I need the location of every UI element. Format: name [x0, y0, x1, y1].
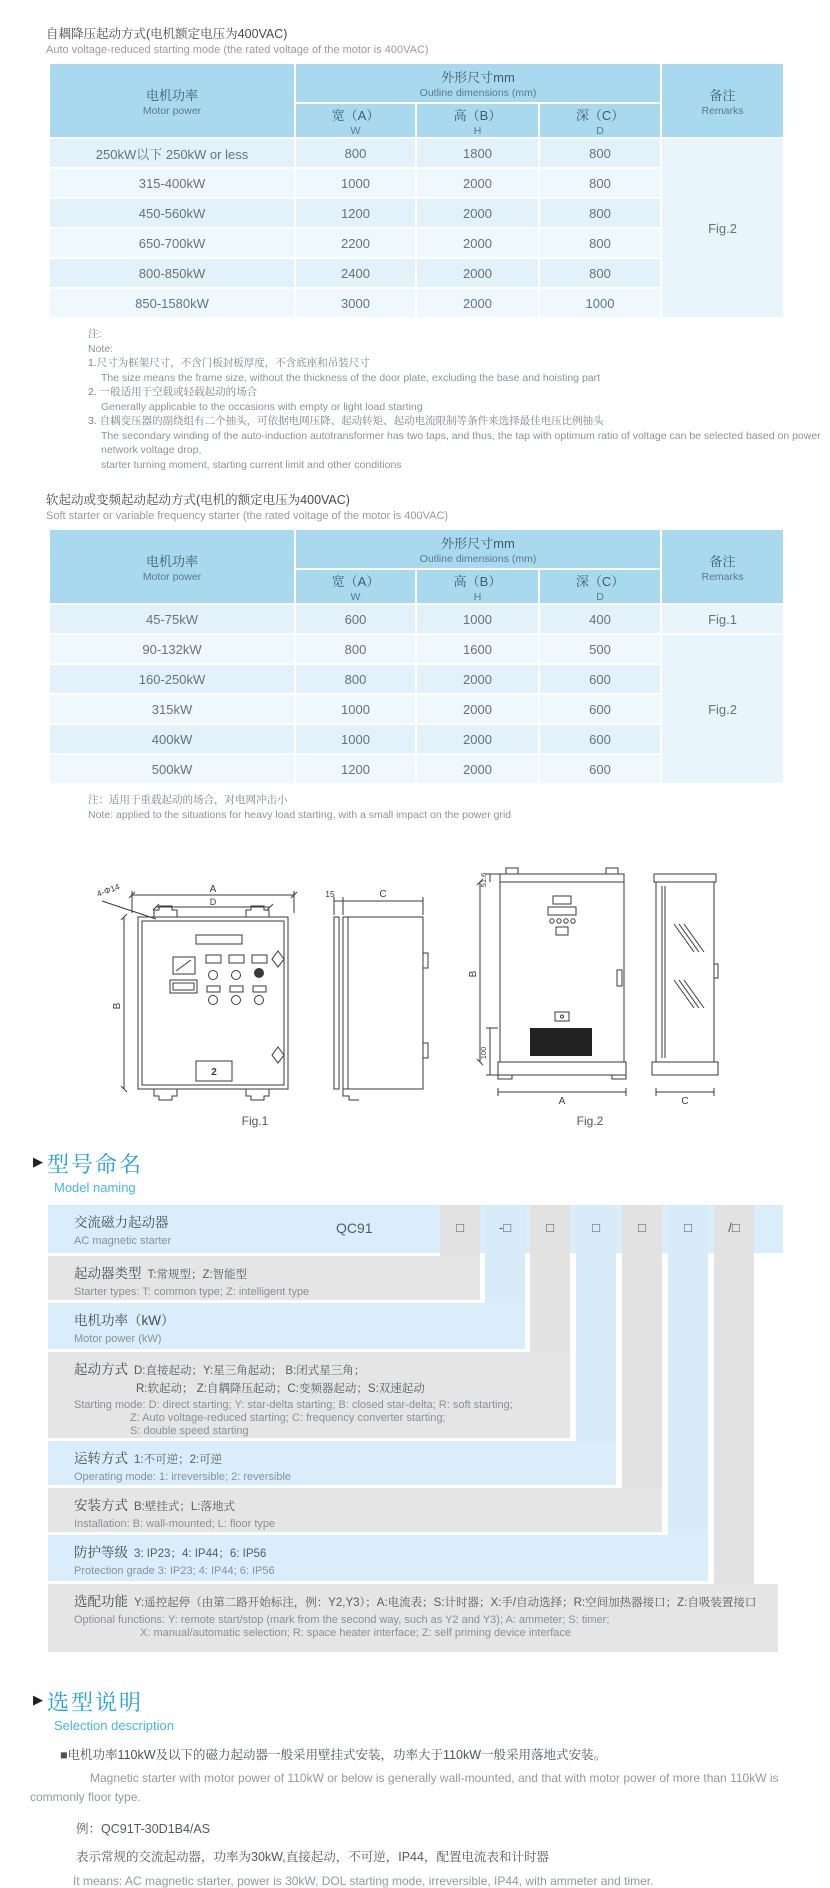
selection-line1-en: Magnetic starter with motor power of 110kW or below is generally wall-mounted, and that with motor power of more than 110kW is commonly floor type. [30, 1771, 779, 1804]
auto-voltage-dimensions-table [48, 62, 785, 319]
selection-title-cn: 选型说明 [47, 1690, 144, 1715]
section2-title-en: Soft starter or variable frequency starter (the rated voltage of the motor is 400VAC) [46, 510, 449, 522]
model-naming-title-cn: 型号命名 [47, 1152, 144, 1177]
selection-example-code: 例：QC91T-30D1B4/AS [76, 1822, 211, 1836]
section1-title-cn: 自耦降压起动方式(电机额定电压为400VAC) [46, 27, 288, 41]
selection-line1-cn: ■电机功率110kW及以下的磁力起动器一般采用壁挂式安装，功率大于110kW一般采用落地式安装。 [60, 1748, 607, 1762]
code-strip-5 [622, 1205, 662, 1488]
table-header-row [49, 529, 784, 569]
cell-w: 600 [295, 604, 416, 634]
code-box-1: □ [456, 1220, 464, 1235]
dim-label-c: C [379, 889, 387, 900]
model-row-starting-mode: 起动方式 D:直接起动；Y:星三角起动； B:闭式星三角； R:软起动； Z:自耦降压起动；C:变频器起动；S:双速起动 Starting mode: D: direct starting; Y: star-delta starting; B: closed star-delta; R: soft starting; Z: Auto voltage-reduced starting; C: frequency converter starting; S: double speed starting [48, 1352, 570, 1438]
note-line: 注: [88, 328, 102, 340]
section1-title-en: Auto voltage-reduced starting mode (the rated voltage of the motor is 400VAC) [46, 44, 429, 56]
header-remarks-cn: 备注 [709, 87, 736, 103]
note-line: The size means the frame size, without the thickness of the door plate, excluding the base and hoisting part [101, 371, 601, 384]
cell-w: 1000 [295, 694, 416, 724]
selection-example-cn: 表示常规的交流起动器，功率为30kW,直接起动，不可逆，IP44，配置电流表和计时器 [76, 1850, 549, 1864]
note-line: Note: [88, 342, 114, 355]
model-row-motor-power: 电机功率（kW） Motor power (kW) [48, 1303, 525, 1349]
header-remarks [661, 63, 784, 138]
cell-power: 315kW [49, 694, 295, 724]
cell-h: 2000 [416, 288, 539, 318]
dim-label-d: D [209, 897, 217, 907]
header-remarks: 备注 Remarks [661, 529, 784, 604]
section2-title-cn: 软起动或变频起动起动方式(电机的额定电压为400VAC) [46, 493, 350, 507]
note-line: Generally applicable to the occasions with empty or light load starting [101, 400, 423, 413]
cell-power: 650-700kW [49, 228, 295, 258]
fig2-block [440, 844, 740, 1128]
note-line: 3. 自耦变压器的副绕组有二个抽头，可依据电网压降、起动转矩、起动电流限制等条件来选择最佳电压比例抽头 [88, 415, 604, 427]
cell-w: 1000 [295, 724, 416, 754]
figures-row [80, 844, 830, 1128]
note-line: The secondary winding of the auto-induction autotransformer has two taps, and thus, the tap with optimum ratio of voltage can be selected based on power network voltage drop, [101, 429, 821, 456]
cell-h: 2000 [416, 228, 539, 258]
cell-h: 2000 [416, 754, 539, 784]
note-line: 2. 一般适用于空载或轻载起动的场合 [88, 386, 258, 398]
header-depth: 深（C） D [539, 103, 661, 138]
cell-h: 2000 [416, 198, 539, 228]
model-naming-title-en: Model naming [54, 1180, 136, 1195]
panel-number: 2 [211, 1067, 217, 1078]
table-row [49, 634, 784, 664]
cell-remark-fig2: Fig.2 [661, 634, 784, 784]
cell-d: 800 [539, 138, 661, 168]
cell-h: 1600 [416, 634, 539, 664]
dim-label-51-6: 51.6 [479, 872, 488, 888]
note-line: 1.尺寸为框架尺寸，不含门板封板厚度，不含底座和吊装尺寸 [88, 357, 370, 369]
cell-d: 500 [539, 634, 661, 664]
code-box-7: /□ [728, 1220, 740, 1235]
fig2-caption: Fig.2 [576, 1114, 604, 1128]
code-box-5: □ [638, 1220, 646, 1235]
cell-h: 1800 [416, 138, 539, 168]
section1-title [46, 24, 830, 56]
header-outline [295, 63, 661, 103]
code-box-4: □ [592, 1220, 600, 1235]
cell-w: 3000 [295, 288, 416, 318]
model-naming-table [48, 1205, 783, 1652]
note-line: starter turning moment, starting current limit and other conditions [101, 458, 402, 471]
fig1-block [80, 867, 430, 1128]
cell-h: 2000 [416, 724, 539, 754]
cell-d: 600 [539, 724, 661, 754]
cell-d: 1000 [539, 288, 661, 318]
header-width: 宽（A） W [295, 569, 416, 604]
cell-d: 600 [539, 754, 661, 784]
cell-d: 400 [539, 604, 661, 634]
fig1-caption: Fig.1 [241, 1114, 269, 1128]
dim-label-a: A [209, 884, 217, 895]
header-motor-en: Motor power [142, 104, 202, 117]
cell-power: 250kW以下 250kW or less [49, 138, 295, 168]
header-depth: 深（C） D [539, 569, 661, 604]
cell-remark: Fig.2 [661, 138, 784, 318]
soft-starter-dimensions-table [48, 528, 785, 785]
model-row-starter: 交流磁力起动器 AC magnetic starter [48, 1205, 783, 1253]
cell-power: 850-1580kW [49, 288, 295, 318]
dim-label-b: B [468, 970, 479, 978]
header-outline-cn: 外形尺寸mm [441, 70, 515, 85]
cell-power: 45-75kW [49, 604, 295, 634]
model-row-operating-mode: 运转方式 1:不可逆；2:可逆 Operating mode: 1: irreversible; 2: reversible [48, 1441, 616, 1485]
cell-w: 2400 [295, 258, 416, 288]
note-line: 注：适用于重载起动的场合，对电网冲击小 [88, 794, 288, 806]
cell-power: 90-132kW [49, 634, 295, 664]
cell-w: 1200 [295, 198, 416, 228]
selection-title-en: Selection description [54, 1718, 174, 1733]
cell-w: 800 [295, 664, 416, 694]
header-outline-en: Outline dimensions (mm) [419, 87, 537, 99]
cell-remark-fig1: Fig.1 [661, 604, 784, 634]
model-code: QC91 [336, 1220, 373, 1236]
dim-label-a: A [558, 1096, 566, 1107]
header-height: 高（B） H [416, 569, 539, 604]
header-motor-power [49, 63, 295, 138]
fig1-drawing [80, 867, 430, 1112]
cell-w: 800 [295, 634, 416, 664]
cell-power: 315-400kW [49, 168, 295, 198]
cell-d: 800 [539, 258, 661, 288]
cell-d: 800 [539, 198, 661, 228]
cell-h: 2000 [416, 694, 539, 724]
dim-label-100: 100 [479, 1046, 488, 1060]
header-motor-power: 电机功率 Motor power [49, 529, 295, 604]
model-row-installation: 安装方式 B:壁挂式；L:落地式 Installation: B: wall-mounted; L: floor type [48, 1488, 662, 1532]
dim-label-holes: 4-Φ14 [95, 881, 122, 899]
cell-w: 800 [295, 138, 416, 168]
header-width: 宽（A） W [295, 103, 416, 138]
code-strip-4 [576, 1205, 616, 1441]
table-row [49, 604, 784, 634]
table-row [49, 138, 784, 168]
model-naming-header [33, 1148, 830, 1195]
code-box-2: -□ [498, 1220, 512, 1235]
cell-d: 800 [539, 168, 661, 198]
code-box-3: □ [546, 1220, 554, 1235]
section-arrow-icon: ▶ [33, 1154, 43, 1169]
cell-power: 160-250kW [49, 664, 295, 694]
header-outline: 外形尺寸mm Outline dimensions (mm) [295, 529, 661, 569]
header-remarks-en: Remarks [701, 104, 744, 117]
model-row-starter-type: 起动器类型 T:常规型；Z:智能型 Starter types: T: common type; Z: intelligent type [48, 1256, 480, 1300]
fig2-drawing [440, 844, 740, 1112]
cell-h: 1000 [416, 604, 539, 634]
code-strip-7 [714, 1205, 754, 1584]
cell-power: 450-560kW [49, 198, 295, 228]
cell-power: 800-850kW [49, 258, 295, 288]
note-line: Note: applied to the situations for heavy load starting, with a small impact on the power grid [88, 808, 512, 821]
cell-w: 2200 [295, 228, 416, 258]
cell-d: 800 [539, 228, 661, 258]
dim-label-b: B [112, 1002, 123, 1010]
section2-title [46, 490, 830, 522]
code-box-6: □ [684, 1220, 692, 1235]
cell-power: 400kW [49, 724, 295, 754]
selection-example-en: It means: AC magnetic starter, power is 30kW, DOL starting mode, irreversible, IP44, with ammeter and timer. [73, 1874, 654, 1888]
dim-label-15: 15 [325, 889, 335, 899]
section-arrow-icon: ▶ [33, 1692, 43, 1707]
section2-notes [88, 793, 830, 822]
cell-h: 2000 [416, 168, 539, 198]
cell-power: 500kW [49, 754, 295, 784]
model-row-optional-functions: 选配功能 Y:遥控起停（由第二路开始标注，例：Y2,Y3）；A:电流表；S:计时器；X:手/自动选择；R:空间加热器接口；Z:自吸装置接口 Optional functions: Y: remote start/stop (mark from the second way, such as Y2 and Y3); A: ammeter; S: timer; X: manual/automatic selection; R: space heater interface; Z: self priming device interface [48, 1584, 778, 1652]
selection-header [33, 1686, 830, 1733]
model-row-protection-grade: 防护等级 3: IP23；4: IP44；6: IP56 Protection grade 3: IP23; 4: IP44; 6: IP56 [48, 1535, 708, 1581]
code-strip-6 [668, 1205, 708, 1535]
cell-w: 1000 [295, 168, 416, 198]
dim-label-c: C [681, 1096, 689, 1107]
cell-w: 1200 [295, 754, 416, 784]
cell-h: 2000 [416, 664, 539, 694]
header-height: 高（B） H [416, 103, 539, 138]
table-header-row [49, 63, 784, 103]
header-motor-cn: 电机功率 [145, 87, 198, 103]
section1-notes [88, 327, 830, 472]
cell-h: 2000 [416, 258, 539, 288]
cell-d: 600 [539, 664, 661, 694]
cell-d: 600 [539, 694, 661, 724]
